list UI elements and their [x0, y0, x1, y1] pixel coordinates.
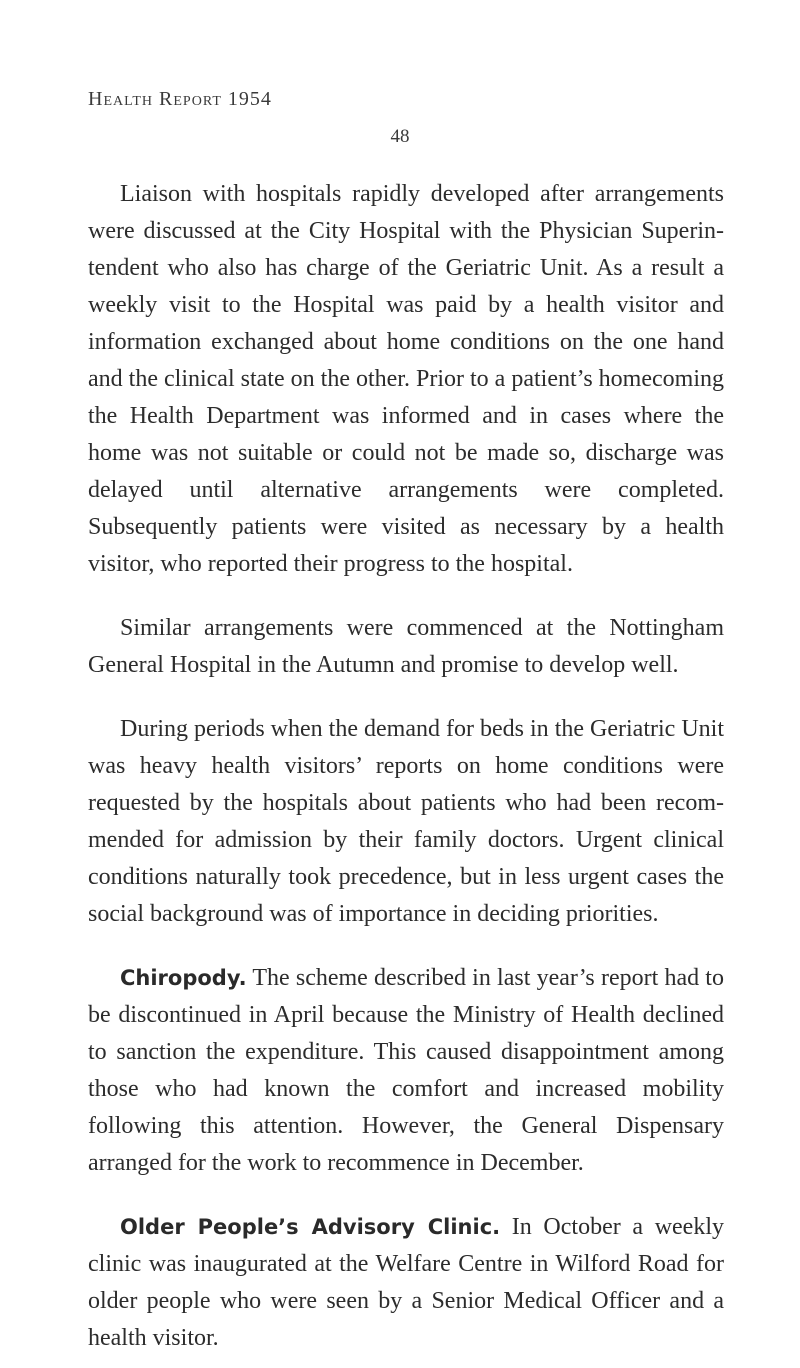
- older-peoples-clinic-text: In October a weekly clinic was inaugurated at the Welfare Centre in Wilford Road for older people who were seen by a Senior Medical Officer and a health visitor.: [88, 1214, 724, 1351]
- older-peoples-clinic-heading: Older People’s Advisory Clinic.: [120, 1215, 501, 1239]
- paragraph-hospital-liaison: Liaison with hospitals rapidly developed after arrangements were discussed at the City Hospital with the Physician Superintendent who also has charge of the Geriatric Unit. As a result a weekly visit to the Hospital was paid by a health visitor and information exchanged about home conditions on the one hand and the clinical state on the other. Prior to a patient’s homecoming the Health Department was informed and in cases where the home was not suitable or could not be made so, discharge was delayed until alternative arrangements were completed. Subsequently patients were visited as necessary by a health visitor, who reported their progress to the hospital.: [88, 181, 724, 577]
- chiropody-heading: Chiropody.: [120, 966, 247, 990]
- paragraph-older-peoples-clinic: [88, 1209, 724, 1357]
- running-head: Health Report 1954: [88, 88, 272, 110]
- paragraph-chiropody: [88, 960, 724, 1182]
- paragraph-nottingham-general: Similar arrangements were commenced at the Nottingham General Hospital in the Autumn and promise to develop well.: [88, 615, 724, 678]
- page-number: 48: [390, 126, 410, 147]
- chiropody-text: The scheme described in last year’s report had to be discontinued in April because the Ministry of Health declined to sanction the expenditure. This caused disappointment among those who had known the comfort and increased mobility following this attention. However, the General Dispensary arranged for the work to recommence in December.: [88, 965, 724, 1176]
- body-text: [88, 176, 724, 1357]
- paragraph-geriatric-demand: During periods when the demand for beds in the Geriatric Unit was heavy health visitors’ reports on home conditions were requested by the hospitals about patients who had been recommended for admission by their family doctors. Urgent clinical conditions naturally took precedence, but in less urgent cases the social background was of importance in deciding priorities.: [88, 716, 724, 927]
